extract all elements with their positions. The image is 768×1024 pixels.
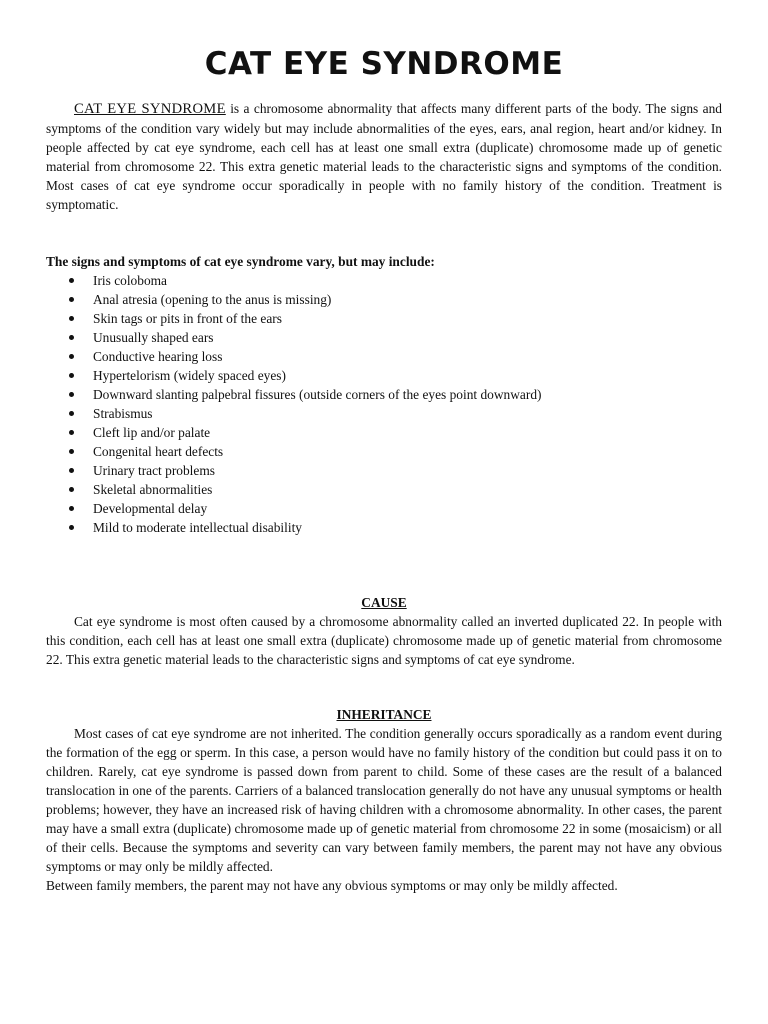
symptom-list	[46, 271, 722, 537]
symptom-text: Mild to moderate intellectual disability	[93, 520, 302, 535]
bullet-icon	[69, 316, 74, 321]
symptom-list-item	[46, 518, 722, 537]
bullet-icon	[69, 335, 74, 340]
symptom-list-item	[46, 309, 722, 328]
symptom-text: Iris coloboma	[93, 273, 168, 288]
bullet-icon	[69, 525, 74, 530]
symptom-text: Urinary tract problems	[93, 463, 215, 478]
cause-heading: CAUSE	[361, 595, 407, 610]
symptom-list-item	[46, 290, 722, 309]
intro-lead-term: CAT EYE SYNDROME	[74, 101, 226, 117]
symptom-list-item	[46, 461, 722, 480]
symptom-text: Unusually shaped ears	[93, 330, 214, 345]
intro-text: is a chromosome abnormality that affects many different parts of the body. The signs and symptoms of the condition vary widely but may include abnormalities of the eyes, ears, anal region, heart and/or kidney. In people affected by cat eye syndrome, each cell has at least one small extra (duplicate) chromosome made up of genetic material from chromosome 22. This extra genetic material leads to the characteristic signs and symptoms of the condition. Most cases of cat eye syndrome occur sporadically in people with no family history of the condition. Treatment is symptomatic.	[46, 101, 722, 212]
inheritance-heading: INHERITANCE	[336, 707, 432, 722]
symptom-list-item	[46, 480, 722, 499]
symptom-text: Skin tags or pits in front of the ears	[93, 311, 282, 326]
symptom-list-item	[46, 366, 722, 385]
bullet-icon	[69, 278, 74, 283]
spacer	[46, 214, 722, 252]
symptom-text: Anal atresia (opening to the anus is missing)	[93, 292, 332, 307]
symptom-text: Hypertelorism (widely spaced eyes)	[93, 368, 286, 383]
bullet-icon	[69, 373, 74, 378]
symptom-list-item	[46, 347, 722, 366]
symptom-list-item	[46, 385, 722, 404]
spacer	[46, 669, 722, 705]
symptom-list-item	[46, 499, 722, 518]
bullet-icon	[69, 354, 74, 359]
spacer	[46, 537, 722, 593]
bullet-icon	[69, 449, 74, 454]
symptom-text: Skeletal abnormalities	[93, 482, 213, 497]
symptom-text: Strabismus	[93, 406, 153, 421]
symptom-list-item	[46, 423, 722, 442]
document-title: CAT EYE SYNDROME	[204, 46, 564, 82]
symptom-list-item	[46, 271, 722, 290]
symptom-list-item	[46, 442, 722, 461]
bullet-icon	[69, 506, 74, 511]
symptom-list-item	[46, 328, 722, 347]
symptom-list-item	[46, 404, 722, 423]
cause-paragraph: Cat eye syndrome is most often caused by a chromosome abnormality called an inverted duplicated 22. In people with this condition, each cell has at least one small extra (duplicate) chromosome made up of genetic material from chromosome 22. This extra genetic material leads to the characteristic signs and symptoms of cat eye syndrome.	[46, 614, 722, 667]
bullet-icon	[69, 392, 74, 397]
symptom-text: Cleft lip and/or palate	[93, 425, 211, 440]
symptom-text: Developmental delay	[93, 501, 208, 516]
symptoms-heading: The signs and symptoms of cat eye syndrome vary, but may include:	[46, 254, 435, 269]
bullet-icon	[69, 411, 74, 416]
bullet-icon	[69, 487, 74, 492]
intro-paragraph	[46, 99, 722, 214]
bullet-icon	[69, 468, 74, 473]
symptom-text: Congenital heart defects	[93, 444, 224, 459]
bullet-icon	[69, 430, 74, 435]
bullet-icon	[69, 297, 74, 302]
inheritance-extra-line: Between family members, the parent may not have any obvious symptoms or may only be mildly affected.	[46, 878, 618, 893]
symptom-text: Conductive hearing loss	[93, 349, 223, 364]
document-page	[46, 44, 722, 895]
symptom-text: Downward slanting palpebral fissures (outside corners of the eyes point downward)	[93, 387, 542, 402]
inheritance-paragraph: Most cases of cat eye syndrome are not inherited. The condition generally occurs sporadically as a random event during the formation of the egg or sperm. In this case, a person would have no family history of the condition but could pass it on to children. Rarely, cat eye syndrome is passed down from parent to child. Some of these cases are the result of a balanced translocation in one of the parents. Carriers of a balanced translocation generally do not have any unusual symptoms or health problems; however, they have an increased risk of having children with a chromosome abnormality. In other cases, the parent may have a small extra (duplicate) chromosome made up of genetic material from chromosome 22 in some (mosaicism) or all of their cells. Because the symptoms and severity can vary between family members, the parent may not have any obvious symptoms or may only be mildly affected.	[46, 726, 722, 874]
